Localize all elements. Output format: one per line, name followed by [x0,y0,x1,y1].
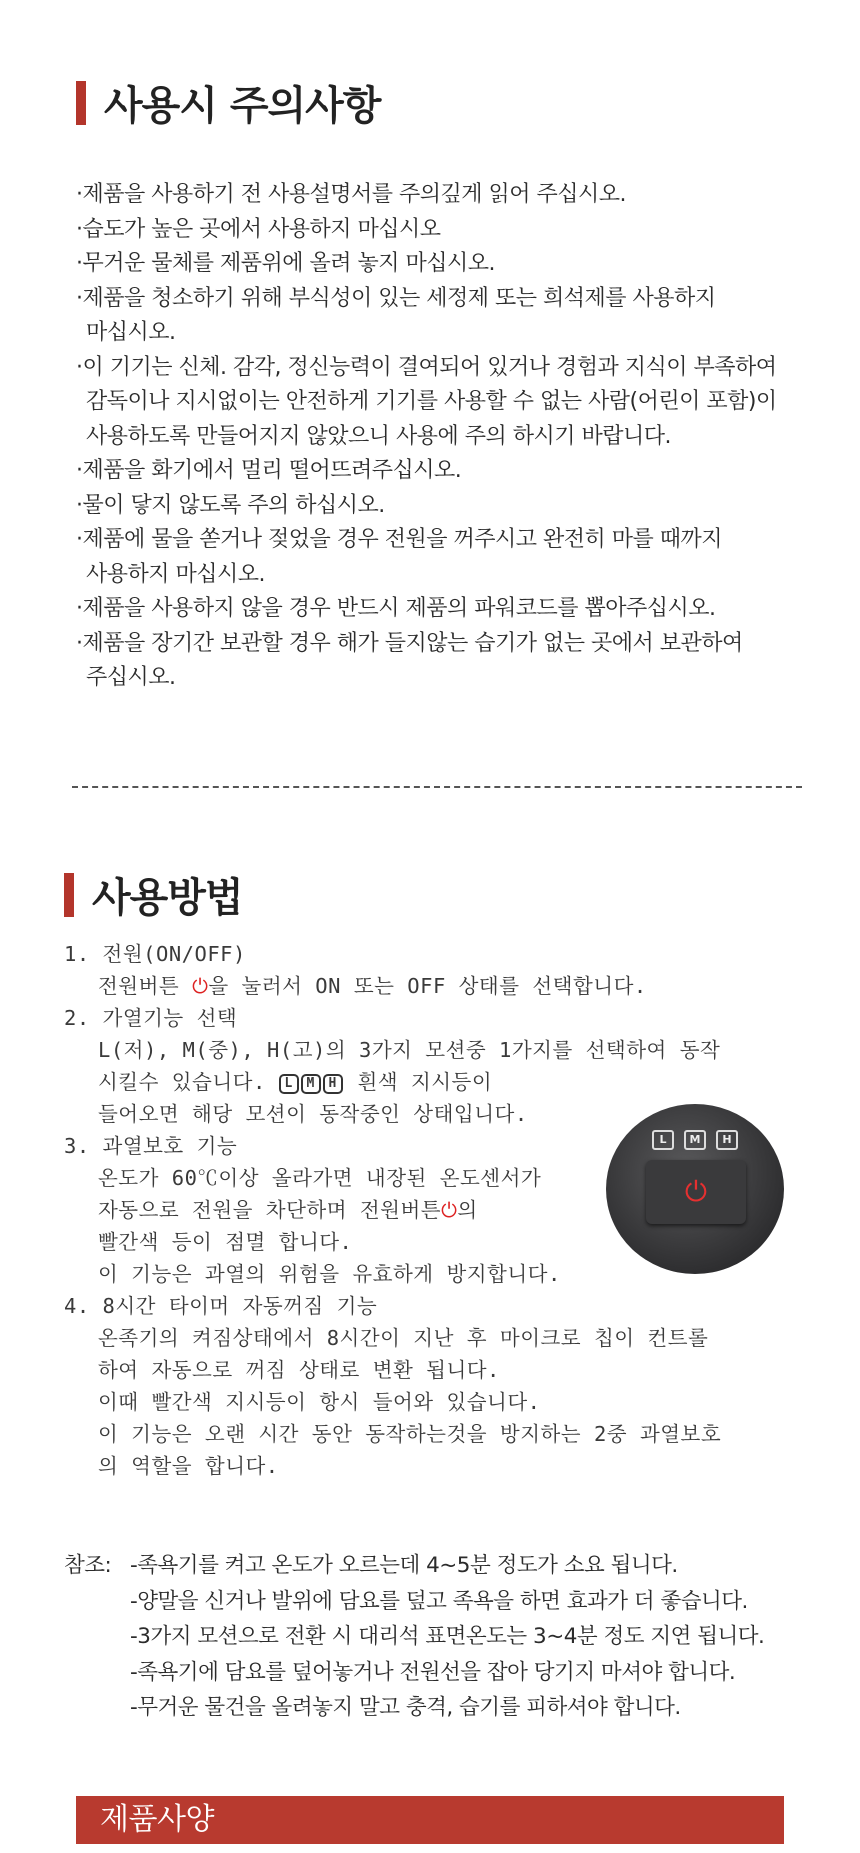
caution-item: · 제품에 물을 쏟거나 젖었을 경우 전원을 꺼주시고 완전히 마를 때까지 사용하지 마십시오. [76,523,816,592]
step-text: 의 [457,1198,478,1222]
note-item: - 무거운 물건을 올려놓지 말고 충격, 습기를 피하셔야 합니다. [130,1690,824,1726]
caution-item: · 제품을 사용하지 않을 경우 반드시 제품의 파워코드를 뽑아주십시오. [76,592,816,627]
mode-h-icon: H [323,1074,343,1094]
note-item: - 족욕기를 켜고 온도가 오르는데 4~5분 정도가 소요 됩니다. [130,1548,824,1584]
method-section-title [64,866,243,923]
caution-item: · 무거운 물체를 제품위에 올려 놓지 마십시오. [76,247,816,282]
caution-item: · 제품을 장기간 보관할 경우 해가 들지않는 습기가 없는 곳에서 보관하여 주십시오. [76,627,816,696]
caution-title-text: 사용시 주의사항 [104,83,381,129]
spec-section-header: 제품사양 [76,1796,784,1844]
step-line [98,1066,804,1098]
title-accent-bar [76,81,86,125]
step-text: 이 기능은 오랜 시간 동안 동작하는것을 방지하는 2중 과열보호 [98,1422,722,1446]
step-text: 의 역할을 합니다. [98,1454,279,1478]
step-title: 2. 가열기능 선택 [64,1006,238,1030]
step-title: 1. 전원(ON/OFF) [64,942,246,966]
caution-item: · 습도가 높은 곳에서 사용하지 마십시오 [76,213,816,248]
step-title: 4. 8시간 타이머 자동꺼짐 기능 [64,1294,378,1318]
caution-item: · 제품을 청소하기 위해 부식성이 있는 세정제 또는 희석제를 사용하지 마십시오. [76,282,816,351]
note-item: - 족욕기에 담요를 덮어놓거나 전원선을 잡아 당기지 마셔야 합니다. [130,1655,824,1691]
method-step [64,1290,804,1482]
power-button-image [646,1160,746,1224]
caution-list [76,178,816,696]
section-divider [72,786,802,788]
power-icon: ⏻ [192,974,209,998]
led-h-icon: H [716,1130,738,1150]
method-title-text: 사용방법 [92,875,243,921]
step-text: L(저), M(중), H(고)의 3가지 모션중 1가지를 선택하여 동작 [98,1038,721,1062]
step-text: 흰색 지시등이 [344,1070,493,1094]
step-body [64,970,804,1002]
title-accent-bar [64,873,74,917]
caution-item: · 이 기기는 신체. 감각, 정신능력이 결여되어 있거나 경험과 지식이 부족하여 감독이나 지시없이는 안전하게 기기를 사용할 수 없는 사람(어린이 포함)이 사용하도록 만들어지지 않았으니 사용에 주의 하시기 바랍니다. [76,351,816,455]
notes-label: 참조: [64,1553,112,1578]
notes-list [64,1548,824,1726]
note-item: - 3가지 모션으로 전환 시 대리석 표면온도는 3~4분 정도 지연 됩니다. [130,1619,824,1655]
note-item: - 양말을 신거나 발위에 담요를 덮고 족욕을 하면 효과가 더 좋습니다. [130,1584,824,1620]
caution-item: · 제품을 사용하기 전 사용설명서를 주의깊게 읽어 주십시오. [76,178,816,213]
caution-item: · 제품을 화기에서 멀리 떨어뜨려주십시오. [76,454,816,489]
step-text: 시킬수 있습니다. [98,1070,279,1094]
step-text: 하여 자동으로 꺼짐 상태로 변환 됩니다. [98,1358,500,1382]
power-icon: ⏻ [684,1175,708,1208]
step-text: 이때 빨간색 지시등이 항시 들어와 있습니다. [98,1390,541,1414]
step-text: 들어오면 해당 모션이 동작중인 상태입니다. [98,1102,528,1126]
step-text: 온족기의 켜짐상태에서 8시간이 지난 후 마이크로 칩이 컨트롤 [98,1326,709,1350]
mode-l-icon: L [279,1074,299,1094]
caution-item: · 물이 닿지 않도록 주의 하십시오. [76,489,816,524]
led-l-icon: L [652,1130,674,1150]
step-text: 자동으로 전원을 차단하며 전원버튼 [98,1198,442,1222]
step-text: 이 기능은 과열의 위험을 유효하게 방지합니다. [98,1262,561,1286]
mode-m-icon: M [301,1074,321,1094]
step-text: 전원버튼 [98,974,193,998]
led-m-icon: M [684,1130,706,1150]
caution-section-title [76,74,380,131]
method-step [64,938,804,1002]
power-icon: ⏻ [441,1198,458,1222]
step-text: 을 눌러서 ON 또는 OFF 상태를 선택합니다. [208,974,647,998]
step-text: 빨간색 등이 점멸 합니다. [98,1230,353,1254]
step-text: 온도가 60℃이상 올라가면 내장된 온도센서가 [98,1166,542,1190]
notes-block [64,1548,824,1726]
indicator-leds [652,1130,738,1150]
control-panel-photo [606,1104,784,1274]
step-title: 3. 과열보호 기능 [64,1134,238,1158]
step-body [64,1322,804,1482]
